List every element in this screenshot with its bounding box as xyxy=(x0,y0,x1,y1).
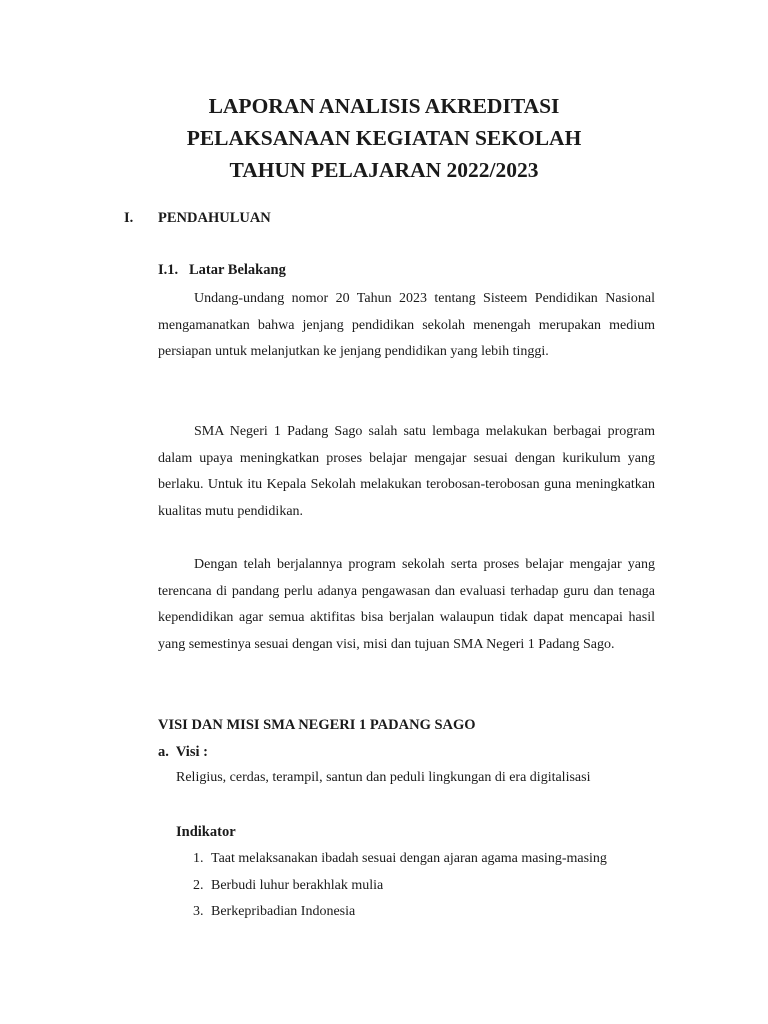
indikator-item-3-number: 3. xyxy=(193,904,204,919)
visi-label: a. Visi : xyxy=(158,744,208,760)
indikator-item-1-number: 1. xyxy=(193,851,204,866)
indikator-item-1-text: Taat melaksanakan ibadah sesuai dengan ajaran agama masing-masing xyxy=(211,851,607,866)
document-title xyxy=(0,90,768,186)
title-line-2: PELAKSANAAN KEGIATAN SEKOLAH xyxy=(186,126,582,150)
paragraph-3-text: Dengan telah berjalannya program sekolah serta proses belajar mengajar yang terencana di pandang perlu adanya pengawasan dan evaluasi terhadap guru dan tenaga kependidikan agar semua aktifitas bisa berjalan walaupun tidak dapat mencapai hasil yang semestinya sesuai dengan visi, misi dan tujuan SMA Negeri 1 Padang Sago. xyxy=(158,557,655,652)
visi-misi-heading: VISI DAN MISI SMA NEGERI 1 PADANG SAGO xyxy=(158,717,476,733)
paragraph-3 xyxy=(158,552,655,658)
title-line-3: TAHUN PELAJARAN 2022/2023 xyxy=(229,158,539,182)
paragraph-2-text: SMA Negeri 1 Padang Sago salah satu lembaga melakukan berbagai program dalam upaya meningkatkan proses belajar mengajar sesuai dengan kurikulum yang berlaku. Untuk itu Kepala Sekolah melakukan terobosan-terobosan guna meningkatkan kualitas mutu pendidikan. xyxy=(158,424,655,519)
indikator-item-3-text: Berkepribadian Indonesia xyxy=(211,904,356,919)
title-line-1: LAPORAN ANALISIS AKREDITASI xyxy=(208,94,560,118)
visi-text: Religius, cerdas, terampil, santun dan peduli lingkungan di era digitalisasi xyxy=(176,770,591,785)
paragraph-1-text: Undang-undang nomor 20 Tahun 2023 tentang Sisteem Pendidikan Nasional mengamanatkan bahwa jenjang pendidikan sekolah menengah merupakan medium persiapan untuk melanjutkan ke jenjang pendidikan yang lebih tinggi. xyxy=(158,291,655,359)
indikator-heading: Indikator xyxy=(176,824,236,840)
section-number: I. xyxy=(124,210,134,226)
indikator-item-2-text: Berbudi luhur berakhlak mulia xyxy=(211,878,384,893)
indikator-item-2-number: 2. xyxy=(193,878,204,893)
paragraph-2 xyxy=(158,419,655,525)
subsection-number: I.1. xyxy=(158,262,179,278)
paragraph-1 xyxy=(158,286,655,366)
section-title: PENDAHULUAN xyxy=(158,210,271,226)
subsection-title: Latar Belakang xyxy=(189,262,286,278)
